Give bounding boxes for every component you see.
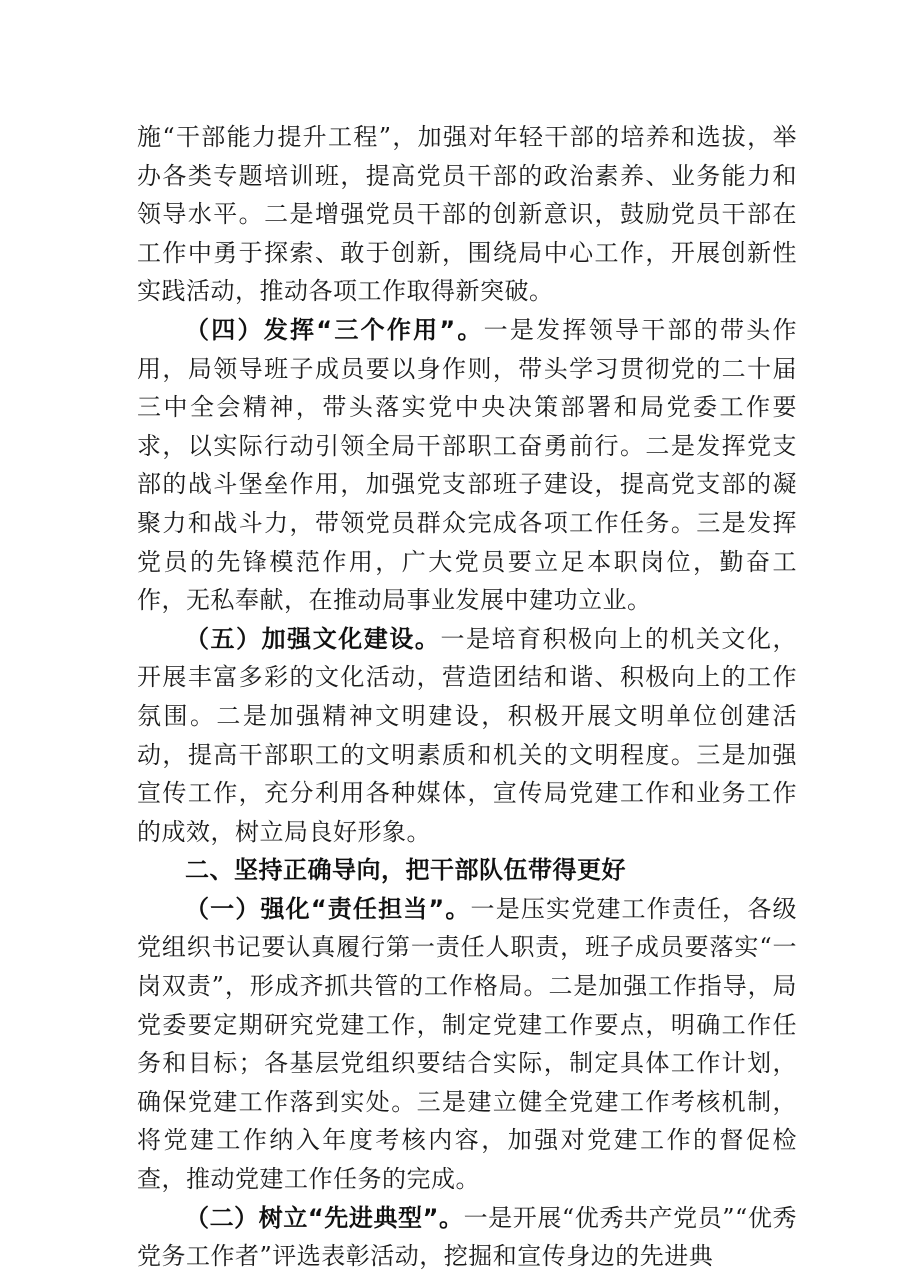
paragraph-text: 施“干部能力提升工程”，加强对年轻干部的培养和选拔，举办各类专题培训班，提高党员干部的政治素养、业务能力和领导水平。二是增强党员干部的创新意识，鼓励党员干部在工作中勇于探索、敢于创新，围绕局中心工作，开展创新性实践活动，推动各项工作取得新突破。	[137, 123, 797, 306]
paragraph-four-three-roles	[137, 311, 797, 620]
paragraph-lead: （四）发挥“三个作用”。	[185, 315, 484, 344]
paragraph-lead: （二）树立“先进典型”。	[185, 1203, 464, 1232]
document-body	[137, 118, 797, 1276]
paragraph-continuation	[137, 118, 797, 311]
paragraph-lead: （一）强化“责任担当”。	[185, 894, 471, 923]
paragraph-text: 一是开展“优秀共产党员”“优秀党务工作者”评选表彰活动，挖掘和宣传身边的先进典	[137, 1203, 797, 1271]
section-heading: 二、坚持正确导向，把干部队伍带得更好	[185, 856, 626, 885]
paragraph-lead: （五）加强文化建设。	[185, 624, 441, 653]
paragraph-text: 一是培育积极向上的机关文化，开展丰富多彩的文化活动，营造团结和谐、积极向上的工作氛围。二是加强精神文明建设，积极开展文明单位创建活动，提高干部职工的文明素质和机关的文明程度。三是加强宣传工作，充分利用各种媒体，宣传局党建工作和业务工作的成效，树立局良好形象。	[137, 624, 798, 846]
paragraph-five-culture	[137, 620, 797, 852]
paragraph-text: 一是发挥领导干部的带头作用，局领导班子成员要以身作则，带头学习贯彻党的二十届三中全会精神，带头落实党中央决策部署和局党委工作要求，以实际行动引领全局干部职工奋勇前行。二是发挥党支部的战斗堡垒作用，加强党支部班子建设，提高党支部的凝聚力和战斗力，带领党员群众完成各项工作任务。三是发挥党员的先锋模范作用，广大党员要立足本职岗位，勤奋工作，无私奉献，在推动局事业发展中建功立业。	[137, 315, 798, 615]
paragraph-one-responsibility	[137, 890, 797, 1199]
paragraph-text: 一是压实党建工作责任，各级党组织书记要认真履行第一责任人职责，班子成员要落实“一岗双责”，形成齐抓共管的工作格局。二是加强工作指导，局党委要定期研究党建工作，制定党建工作要点，明确工作任务和目标；各基层党组织要结合实际，制定具体工作计划，确保党建工作落到实处。三是建立健全党建工作考核机制，将党建工作纳入年度考核内容，加强对党建工作的督促检查，推动党建工作任务的完成。	[137, 894, 798, 1194]
paragraph-two-models	[137, 1199, 797, 1276]
